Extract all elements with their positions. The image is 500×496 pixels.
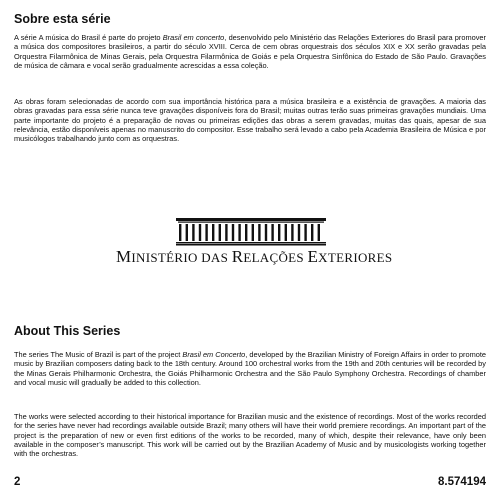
ministry-name: MINISTÉRIO DAS RELAÇÕES EXTERIORES <box>116 247 393 266</box>
colonnade-column <box>318 224 320 241</box>
en-heading: About This Series <box>14 324 121 338</box>
colonnade-column <box>278 224 280 241</box>
colonnade-column <box>219 224 221 241</box>
colonnade-column <box>179 224 181 241</box>
catalog-number: 8.574194 <box>438 476 486 488</box>
en-paragraph-2: The works were selected according to their historical importance for Brazilian music and the existence of recordings. Most of the works recorded for the series have never had recordings available outside Brazil; many others will have their world premiere recordings. An important part of the project is the preparation of new or even first editions of the works to be recorded, many of which, despite their relevance, have only been available in the composer’s manuscript. This work will be carried out by the Brazilian Academy of Music and by musicologists working together with the orchestras. <box>14 412 486 459</box>
ministry-logo <box>116 218 393 278</box>
colonnade-column <box>192 224 194 241</box>
colonnade-column <box>199 224 201 241</box>
colonnade-column <box>238 224 240 241</box>
en-paragraph-1: The series The Music of Brazil is part of the project Brasil em Concerto, developed by the Brazilian Ministry of Foreign Affairs in order to promote music by Brazilian composers dating back to the 18th century. Around 100 orchestral works from the 19th and 20th centuries will be recorded by the Minas Gerais Philharmonic Orchestra, the Goiás Philharmonic Orchestra and the São Paulo Symphony Orchestra. Recordings of chamber and vocal music will gradually be added to this collection. <box>14 350 487 387</box>
colonnade-column <box>285 224 287 241</box>
colonnade-column <box>311 224 313 241</box>
page-number: 2 <box>14 476 21 488</box>
pt-paragraph-2: As obras foram selecionadas de acordo com sua importância histórica para a música brasileira e a existência de gravações. A maioria das obras gravadas para essa série nunca teve gravações disponíveis fora do Brasil; muitas outras terão suas primeiras gravações mundiais. Uma parte importante do projeto é a preparação de novas ou primeiras edições das obras a serem gravadas, muitas das quais, apesar de sua relevância, estão disponíveis apenas no manuscrito do compositor. Esse trabalho será levado a cabo pela Academia Brasileira de Música e por musicólogos trabalhando junto com as orquestras. <box>14 97 486 144</box>
colonnade-icon <box>176 218 326 246</box>
pt-heading: Sobre esta série <box>14 12 111 26</box>
colonnade-column <box>225 224 227 241</box>
colonnade-column <box>245 224 247 241</box>
colonnade-column <box>258 224 260 241</box>
colonnade-column <box>291 224 293 241</box>
colonnade-column <box>304 224 306 241</box>
colonnade-column <box>298 224 300 241</box>
colonnade-column <box>265 224 267 241</box>
colonnade-column <box>252 224 254 241</box>
colonnade-column <box>271 224 273 241</box>
pt-paragraph-1: A série A música do Brasil é parte do projeto Brasil em concerto, desenvolvido pelo Ministério das Relações Exteriores do Brasil para promover a música dos compositores brasileiros, a partir do século XVIII. Cerca de cem obras orquestrais dos séculos XIX e XX serão gravadas pela Orquestra Filarmônica de Minas Gerais, pela Orquestra Filarmônica de Goiás e pela Orquestra Sinfônica do Estado de São Paulo. Gravações de música de câmara e vocal serão gradualmente acrescidas a essa coleção. <box>14 33 487 70</box>
colonnade-column <box>186 224 188 241</box>
colonnade-column <box>212 224 214 241</box>
colonnade-column <box>232 224 234 241</box>
colonnade-column <box>205 224 207 241</box>
